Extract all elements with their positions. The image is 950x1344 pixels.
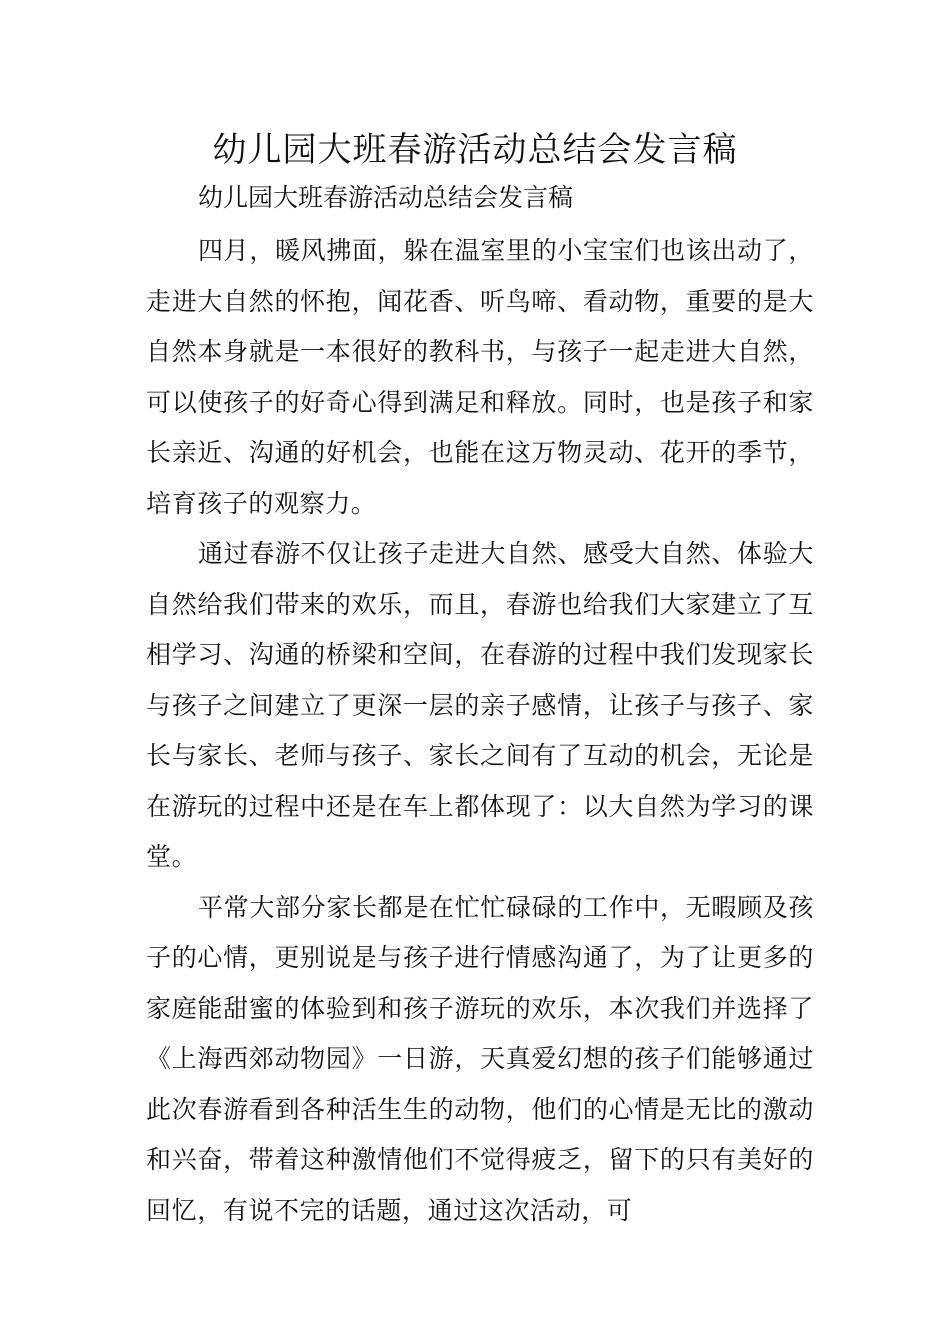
page-subtitle: 幼儿园大班春游活动总结会发言稿 xyxy=(198,183,574,212)
document-body xyxy=(146,226,814,1236)
page-title: 幼儿园大班春游活动总结会发言稿 xyxy=(212,130,738,170)
paragraph-3: 平常大部分家长都是在忙忙碌碌的工作中，无暇顾及孩子的心情，更别说是与孩子进行情感沟通了，为了让更多的家庭能甜蜜的体验到和孩子游玩的欢乐，本次我们并选择了《上海西郊动物园》一日游，天真爱幻想的孩子们能够通过此次春游看到各种活生生的动物，他们的心情是无比的激动和兴奋，带着这种激情他们不觉得疲乏，留下的只有美好的回忆，有说不完的话题，通过这次活动，可 xyxy=(146,892,814,1225)
paragraph-1: 四月，暖风拂面，躲在温室里的小宝宝们也该出动了，走进大自然的怀抱，闻花香、听鸟啼、看动物，重要的是大自然本身就是一本很好的教科书，与孩子一起走进大自然，可以使孩子的好奇心得到满足和释放。同时，也是孩子和家长亲近、沟通的好机会，也能在这万物灵动、花开的季节，培育孩子的观察力。 xyxy=(146,236,814,518)
paragraph-2: 通过春游不仅让孩子走进大自然、感受大自然、体验大自然给我们带来的欢乐，而且，春游也给我们大家建立了互相学习、沟通的桥梁和空间，在春游的过程中我们发现家长与孩子之间建立了更深一层的亲子感情，让孩子与孩子、家长与家长、老师与孩子、家长之间有了互动的机会，无论是在游玩的过程中还是在车上都体现了：以大自然为学习的课堂。 xyxy=(146,539,814,871)
